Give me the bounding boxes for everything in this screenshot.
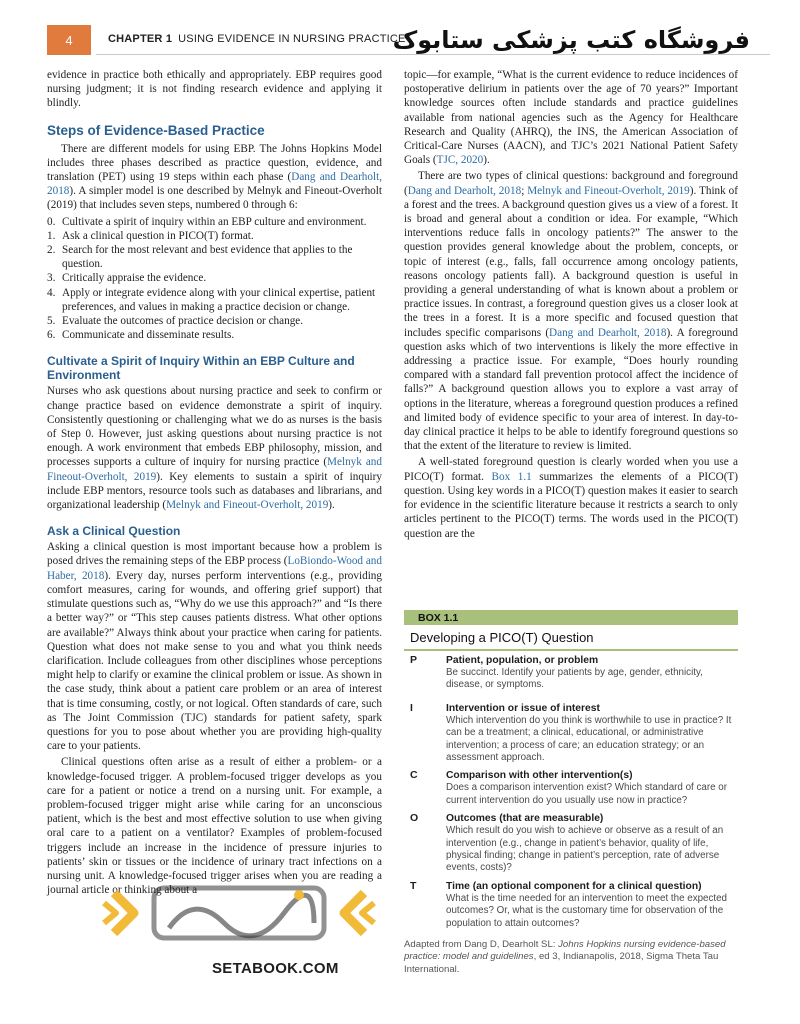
list-item — [47, 229, 382, 243]
right-column — [404, 68, 738, 543]
row-letter: P — [410, 654, 418, 666]
row-heading: Time (an optional component for a clinical question) — [446, 880, 702, 892]
step-number: 0. — [47, 215, 56, 228]
text-run: ). Every day, nurses perform interventions (e.g., providing comfort measures, caring for wounds, and offering grief support) that stimulate questions such as, “Why do we use this approach?” and “Is there a better way?” or “This step causes patients distress. What other options are available?” Always think about your practice when caring for patients. Question what does not make sense to you and what you think needs clarification. Include colleagues from other disciplines whose perceptions might help to clarify or examine the clinical problem or issue. As shown in the case study, think about a patient care problem or an area of interest that is time consuming, costly, or not logical. Often standards of care, such as The Joint Commission (TJC) standards for patient safety, spark questions for you to pose about whether you are providing high-quality care to your patients. — [47, 569, 382, 753]
page-number: 4 — [47, 25, 91, 55]
step-text: Critically appraise the evidence. — [62, 272, 207, 285]
question-types-paragraph — [404, 169, 738, 453]
box-row-o — [404, 809, 738, 875]
row-description: Does a comparison intervention exist? Which standard of care or current intervention do you usually use now in practice? — [446, 782, 727, 806]
row-letter: O — [410, 812, 419, 825]
row-heading: Intervention or issue of interest — [446, 702, 600, 714]
text-run: Nurses who ask questions about nursing practice and seek to confirm or change practice based on evidence demonstrate a spirit of inquiry. Consistently questioning or challenging what we do as nurses is the basis of Step 0. However, just asking questions about nursing practice is not enough. A work environment that embeds EBP philosophy, mission, and processes supports a culture of inquiry for nursing practice ( — [47, 385, 382, 469]
box-label: BOX 1.1 — [418, 611, 459, 624]
citation-link[interactable]: Dang and Dearholt, 2018 — [549, 326, 667, 339]
row-heading: Outcomes (that are measurable) — [446, 813, 604, 825]
box-row-t — [404, 877, 738, 930]
row-heading: Comparison with other intervention(s) — [446, 770, 633, 782]
text-run: ). A foreground question asks which of two interventions is likely the more effective in addressing a practice issue. For example, “Does hourly rounding compared with a standard fall prevention protocol affect the incidence of falls?” A background question allows you to explore a vast array of options in the literature, whereas a foreground question produces a refined and limited body of evidence specific to your area of interest. In day-to-day clinical practice it helps to be able to identify foreground questions so that the extent of the literature to review is limited. — [404, 326, 738, 453]
citation-link[interactable]: Dang and Dearholt, 2018 — [47, 171, 382, 198]
text-run: ). Key elements to sustain a spirit of inquiry include EBP mentors, resource tools such as databases and librarians, and organizational leadership ( — [47, 470, 382, 512]
chapter-label: CHAPTER 1 — [108, 33, 173, 45]
text-run: ). — [483, 154, 490, 167]
left-column — [47, 68, 382, 899]
text-run: , ed 3, Indianapolis, 2018, Sigma Theta Tau International. — [404, 951, 719, 975]
box-row-i — [404, 699, 738, 765]
box-source-note — [404, 939, 738, 976]
steps-heading: Steps of Evidence-Based Practice — [47, 122, 265, 138]
row-description: Be succinct. Identify your patients by age, gender, ethnicity, disease, or symptoms. — [446, 667, 703, 691]
list-item — [47, 271, 382, 285]
citation-link[interactable]: Dang and Dearholt, 2018 — [407, 184, 522, 197]
step-number: 5. — [47, 315, 56, 328]
trigger-paragraph: Clinical questions often arise as a result of either a problem- or a knowledge-focused trigger. A problem-focused trigger develops as you care for a patient or notice a trend on a nursing unit. For example, a problem-focused trigger might arise while caring for an unconscious patient, which is the best and most effective solution to use when giving oral care to a patient on a ventilator? Examples of problem-focused triggers include an increase in the incidence of pressure injuries to patients’ skin or tissues or the incidence of urinary tract infections on a nursing unit. A knowledge-focused trigger arises when you are reading a journal article or thinking about a — [47, 756, 382, 897]
list-item — [47, 314, 382, 328]
text-run: ; — [521, 184, 528, 197]
step-text: Search for the most relevant and best evidence that applies to the question. — [62, 244, 353, 271]
list-item — [47, 328, 382, 342]
text-run: Adapted from Dang D, Dearholt SL: — [404, 939, 559, 950]
box-link[interactable]: Box 1.1 — [491, 470, 532, 483]
row-heading: Patient, population, or problem — [446, 655, 599, 666]
picot-paragraph — [404, 455, 738, 540]
step-text: Ask a clinical question in PICO(T) format. — [62, 229, 254, 242]
picot-box — [404, 610, 738, 936]
box-row-p — [404, 651, 738, 692]
cultivate-paragraph — [47, 384, 382, 512]
row-description: Which result do you wish to achieve or observe as a result of an intervention (e.g., change in patient’s behavior, quality of life, physical finding; change in patient’s perception, rate of adverse events, costs)? — [446, 825, 724, 874]
step-text: Apply or integrate evidence along with your clinical expertise, patient preferences, and values in making a practice decision or change. — [62, 286, 376, 313]
ask-paragraph — [47, 540, 382, 753]
list-item — [47, 215, 382, 229]
row-letter: I — [410, 701, 413, 714]
list-item — [47, 286, 382, 314]
text-run: There are different models for using EBP. The Johns Hopkins Model includes three phases described as practice question, evidence, and translation (PET) using 19 steps within each phase ( — [47, 142, 382, 184]
citation-link[interactable]: Melnyk and Fineout-Overholt, 2019 — [47, 456, 382, 483]
list-item — [47, 243, 382, 271]
ask-heading: Ask a Clinical Question — [47, 524, 181, 539]
steps-list — [47, 215, 382, 343]
text-run: ). Think of a forest and the trees. A background question gives us a view of a forest. It is broad and general about a condition or idea. For example, “Which interventions reduce falls in oncology patients?” The answer to the question provides general knowledge about the problem, concepts, or topic of interest (e.g., falls, fall occurrence among oncology patients, reasons oncology patients fall). A background question is useful in providing a general understanding of what is known about a problem or practice issues. In contrast, a foreground question gives us a closer look at the trees in a forest. It is a more specific and focused question that includes specific comparisons ( — [404, 184, 738, 339]
row-letter: C — [410, 769, 418, 782]
step-text: Evaluate the outcomes of practice decision or change. — [62, 315, 304, 328]
intro-paragraph: evidence in practice both ethically and appropriately. EBP requires good nursing judgment; it is not finding research evidence and applying it blindly. — [47, 69, 382, 110]
row-description: What is the time needed for an intervention to meet the expected outcomes? Or, what is the customary time for observation of the population to attain outcomes? — [446, 892, 728, 929]
citation-link[interactable]: LoBiondo-Wood and Haber, 2018 — [47, 555, 382, 582]
steps-paragraph — [47, 142, 382, 213]
cultivate-heading: Cultivate a Spirit of Inquiry Within an EBP Culture and Environment — [47, 354, 355, 383]
box-title: Developing a PICO(T) Question — [404, 625, 738, 651]
citation-link[interactable]: Melnyk and Fineout-Overholt, 2019 — [527, 184, 690, 197]
box-label-bar — [404, 610, 738, 625]
step-text: Cultivate a spirit of inquiry within an EBP culture and environment. — [62, 215, 367, 228]
topic-paragraph — [404, 68, 738, 167]
text-run: topic—for example, “What is the current evidence to reduce incidences of postoperative delirium in patients over the age of 70 years?” Important knowledge sources often include standards and practice guidelines available from national agencies such as the Agency for Healthcare Research and Quality (AHRQ), the INS, the American Association of Critical-Care Nurses (AACN), and TJC’s 2021 National Patient Safety Goals ( — [404, 69, 738, 167]
step-number: 3. — [47, 272, 56, 285]
step-number: 2. — [47, 244, 56, 257]
citation-link[interactable]: TJC, 2020 — [436, 154, 484, 167]
text-run: There are two types of clinical questions: background and foreground ( — [404, 170, 738, 197]
row-description: Which intervention do you think is worthwhile to use in practice? It can be a treatment; a clinical, educational, or administrative intervention; a process of care; an education strategy; or an assessment approach. — [446, 714, 732, 764]
text-run: A well-stated foreground question is clearly worded when you use a PICO(T) format. — [404, 456, 738, 483]
box-row-c — [404, 766, 738, 807]
text-run: ). A simpler model is one described by Melnyk and Fineout-Overholt (2019) that includes seven steps, numbered 0 through 6: — [47, 185, 382, 212]
shop-banner: فروشگاه کتب پزشکی ستابوک — [392, 26, 750, 54]
row-letter: T — [410, 879, 417, 892]
text-run: summarizes the elements of a PICO(T) question. Using key words in a PICO(T) question makes it easier to search for evidence in the scientific literature because it restricts a search to only articles pertinent to the PICO(T) terms. The words used in the PICO(T) question are the — [404, 470, 739, 540]
step-text: Communicate and disseminate results. — [62, 329, 235, 342]
text-run: Asking a clinical question is most important because how a problem is posed drives the remaining steps of the EBP process ( — [47, 541, 382, 568]
citation-link[interactable]: Melnyk and Fineout-Overholt, 2019 — [166, 499, 329, 512]
text-run: ). — [328, 499, 335, 512]
running-head — [108, 33, 406, 45]
source-title: Johns Hopkins nursing evidence-based practice: model and guidelines — [404, 939, 726, 963]
step-number: 1. — [47, 229, 56, 242]
chapter-title: USING EVIDENCE IN NURSING PRACTICE — [178, 33, 406, 45]
step-number: 4. — [47, 286, 56, 299]
header-divider — [96, 54, 770, 55]
step-number: 6. — [47, 329, 56, 342]
watermark-site: SETABOOK.COM — [212, 960, 339, 977]
